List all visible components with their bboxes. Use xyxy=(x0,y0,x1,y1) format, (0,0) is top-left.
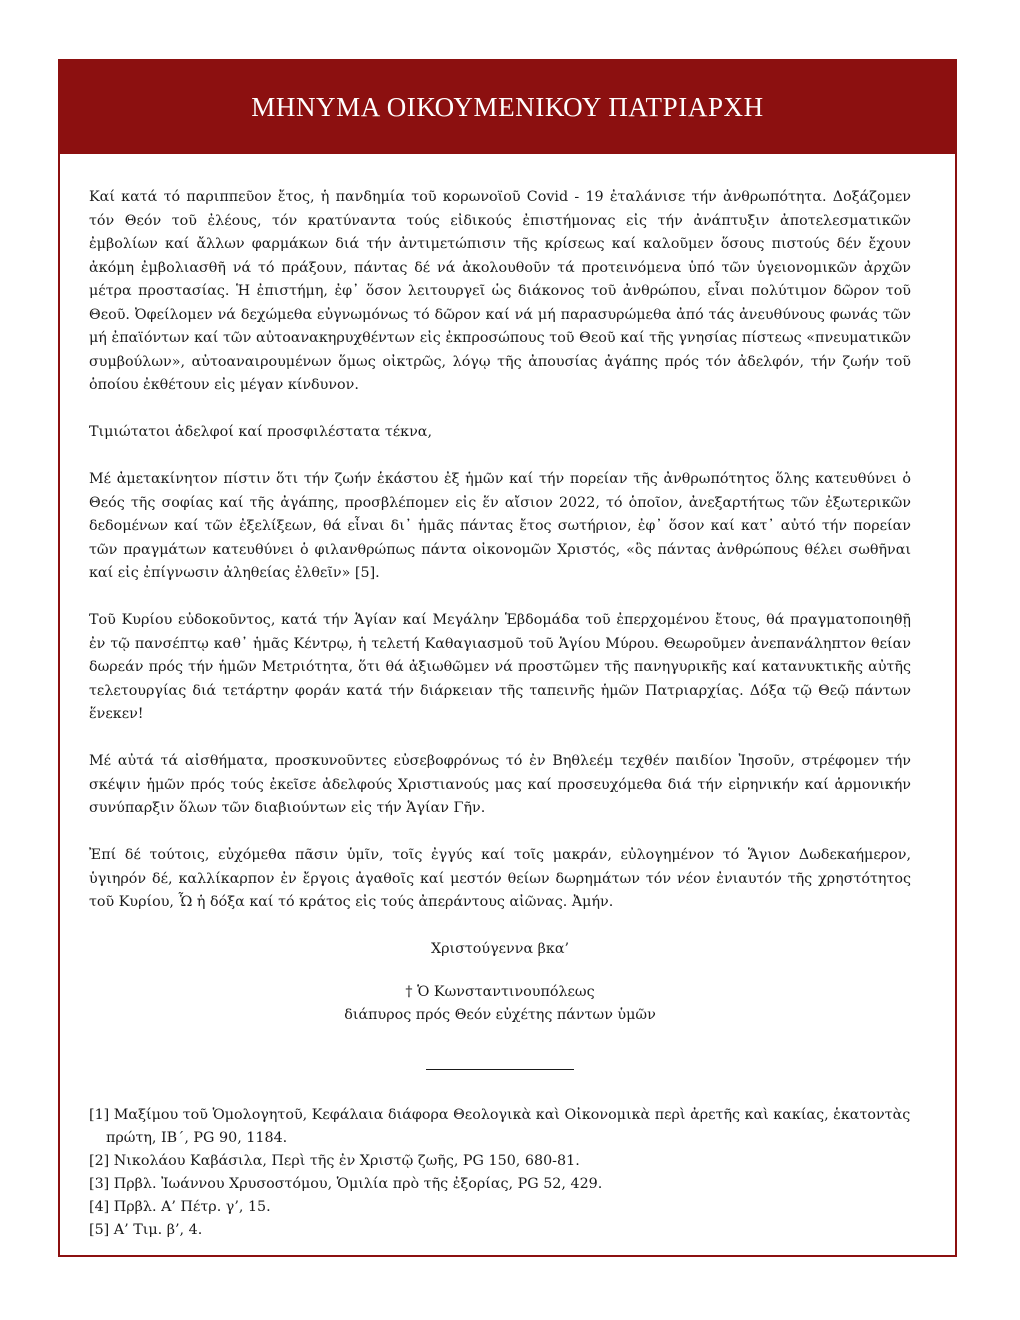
message-body xyxy=(89,186,911,1242)
paragraph-4: Τοῦ Κυρίου εὐδοκοῦντος, κατά τήν Ἁγίαν καί Μεγάλην Ἑβδομάδα τοῦ ἐπερχομένου ἔτους, θά πραγματοποιηθῇ ἐν τῷ πανσέπτῳ καθ᾽ ἡμᾶς Κέντρῳ, ἡ τελετή Καθαγιασμοῦ τοῦ Ἁγίου Μύρου. Θεωροῦμεν ἀνεπανάληπτον θείαν δωρεάν πρός τήν ἡμῶν Μετριότητα, ὅτι θά ἀξιωθῶμεν νά προστῶμεν τῆς πανηγυρικῆς καί κατανυκτικῆς αὐτῆς τελετουργίας διά τετάρτην φοράν κατά τήν διάρκειαν τῆς ταπεινῆς ἡμῶν Πατριαρχίας. Δόξα τῷ Θεῷ πάντων ἕνεκεν! xyxy=(89,612,911,722)
footnote-1: [1] Μαξίμου τοῦ Ὁμολογητοῦ, Κεφάλαια διάφορα Θεολογικὰ καὶ Οἰκονομικὰ περὶ ἀρετῆς καὶ κακίας, ἑκατοντὰς πρώτη, ΙΒ΄, PG 90, 1184. xyxy=(89,1106,911,1146)
signature-name: † Ὁ Κωνσταντινουπόλεως xyxy=(405,983,595,1000)
paragraph-3: Μέ ἀμετακίνητον πίστιν ὅτι τήν ζωήν ἑκάστου ἐξ ἡμῶν καί τήν πορείαν τῆς ἀνθρωπότητος ὅλης κατευθύνει ὁ Θεός τῆς σοφίας καί τῆς ἀγάπης, προσβλέπομεν εἰς ἕν αἴσιον 2022, τό ὁποῖον, ἀνεξαρτήτως τῶν ἐξωτερικῶν δεδομένων καί τῶν ἐξελίξεων, θά εἶναι δι᾽ ἡμᾶς πάντας ἔτος σωτήριον, ἐφ᾽ ὅσον καί κατ᾽ αὐτό τήν πορείαν τῶν πραγμάτων κατευθύνει ὁ φιλανθρώπως πάντα οἰκονομῶν Χριστός, «ὃς πάντας ἀνθρώπους θέλει σωθῆναι καί εἰς ἐπίγνωσιν ἀληθείας ἐλθεῖν» [5]. xyxy=(89,471,911,581)
page-title: ΜΗΝΥΜΑ ΟΙΚΟΥΜΕΝΙΚΟΥ ΠΑΤΡΙΑΡΧΗ xyxy=(251,92,764,122)
footnotes-list xyxy=(89,1104,911,1242)
signature-closing: διάπυρος πρός Θεόν εὐχέτης πάντων ὑμῶν xyxy=(344,1007,656,1023)
paragraph-2: Τιμιώτατοι ἀδελφοί καί προσφιλέστατα τέκνα, xyxy=(89,424,432,440)
footnote-divider xyxy=(89,1058,911,1074)
date-line: Χριστούγεννα βκα’ xyxy=(430,941,570,957)
footnote-4: [4] Πρβλ. Α’ Πέτρ. γ’, 15. xyxy=(89,1198,271,1215)
footnote-5: [5] Α’ Τιμ. β’, 4. xyxy=(89,1221,203,1238)
title-banner xyxy=(60,61,955,154)
message-frame xyxy=(58,59,957,1257)
paragraph-6: Ἐπί δέ τούτοις, εὐχόμεθα πᾶσιν ὑμῖν, τοῖς ἐγγύς καί τοῖς μακράν, εὐλογημένον τό Ἅγιον Δωδεκαήμερον, ὑγιηρόν δέ, καλλίκαρπον ἐν ἔργοις ἀγαθοῖς καί μεστόν θείων δωρημάτων τόν νέον ἐνιαυτόν τῆς χρηστότητος τοῦ Κυρίου, Ὧ ἡ δόξα καί τό κράτος εἰς τούς ἀπεράντους αἰῶνας. Ἀμήν. xyxy=(89,847,911,910)
signature-block xyxy=(89,981,911,1028)
paragraph-5: Μέ αὐτά τά αἰσθήματα, προσκυνοῦντες εὐσεβοφρόνως τό ἐν Βηθλεέμ τεχθέν παιδίον Ἰησοῦν, στρέφομεν τήν σκέψιν ἡμῶν πρός τούς ἐκεῖσε ἀδελφούς Χριστιανούς μας καί προσευχόμεθα διά τήν εἰρηνικήν καί ἁρμονικήν συνύπαρξιν ὅλων τῶν διαβιούντων εἰς τήν Ἁγίαν Γῆν. xyxy=(89,753,911,816)
footnote-2: [2] Νικολάου Καβάσιλα, Περὶ τῆς ἐν Χριστῷ ζωῆς, PG 150, 680-81. xyxy=(89,1152,580,1169)
footnote-3: [3] Πρβλ. Ἰωάννου Χρυσοστόμου, Ὁμιλία πρὸ τῆς ἐξορίας, PG 52, 429. xyxy=(89,1175,603,1192)
paragraph-1: Καί κατά τό παριππεῦον ἔτος, ἡ πανδημία τοῦ κορωνοϊοῦ Covid - 19 ἐταλάνισε τήν ἀνθρωπότητα. Δοξάζομεν τόν Θεόν τοῦ ἐλέους, τόν κρατύναντα τούς εἰδικούς ἐπιστήμονας εἰς τήν ἀνάπτυξιν ἀποτελεσματικῶν ἐμβολίων καί ἄλλων φαρμάκων διά τήν ἀντιμετώπισιν τῆς κρίσεως καί καλοῦμεν ὅσους πιστούς δέν ἔχουν ἀκόμη ἐμβολιασθῆ νά τό πράξουν, πάντας δέ νά ἀκολουθοῦν τά προτεινόμενα ὑπό τῶν ὑγειονομικῶν ἀρχῶν μέτρα προστασίας. Ἡ ἐπιστήμη, ἐφ᾽ ὅσον λειτουργεῖ ὡς διάκονος τοῦ ἀνθρώπου, εἶναι πολύτιμον δῶρον τοῦ Θεοῦ. Ὀφείλομεν νά δεχώμεθα εὐγνωμόνως τό δῶρον καί νά μή παρασυρώμεθα ἀπό τάς ἀνευθύνους φωνάς τῶν μή ἐπαϊόντων καί τῶν αὐτοανακηρυχθέντων εἰς ἐκπροσώπους τοῦ Θεοῦ καί τῆς γνησίας πίστεως «πνευματικῶν συμβούλων», αὐτοαναιρουμένων ὅμως οἰκτρῶς, λόγῳ τῆς ἀπουσίας ἀγάπης πρός τόν ἀδελφόν, τήν ζωήν τοῦ ὁποίου ἐκθέτουν εἰς μέγαν κίνδυνον. xyxy=(89,189,911,393)
